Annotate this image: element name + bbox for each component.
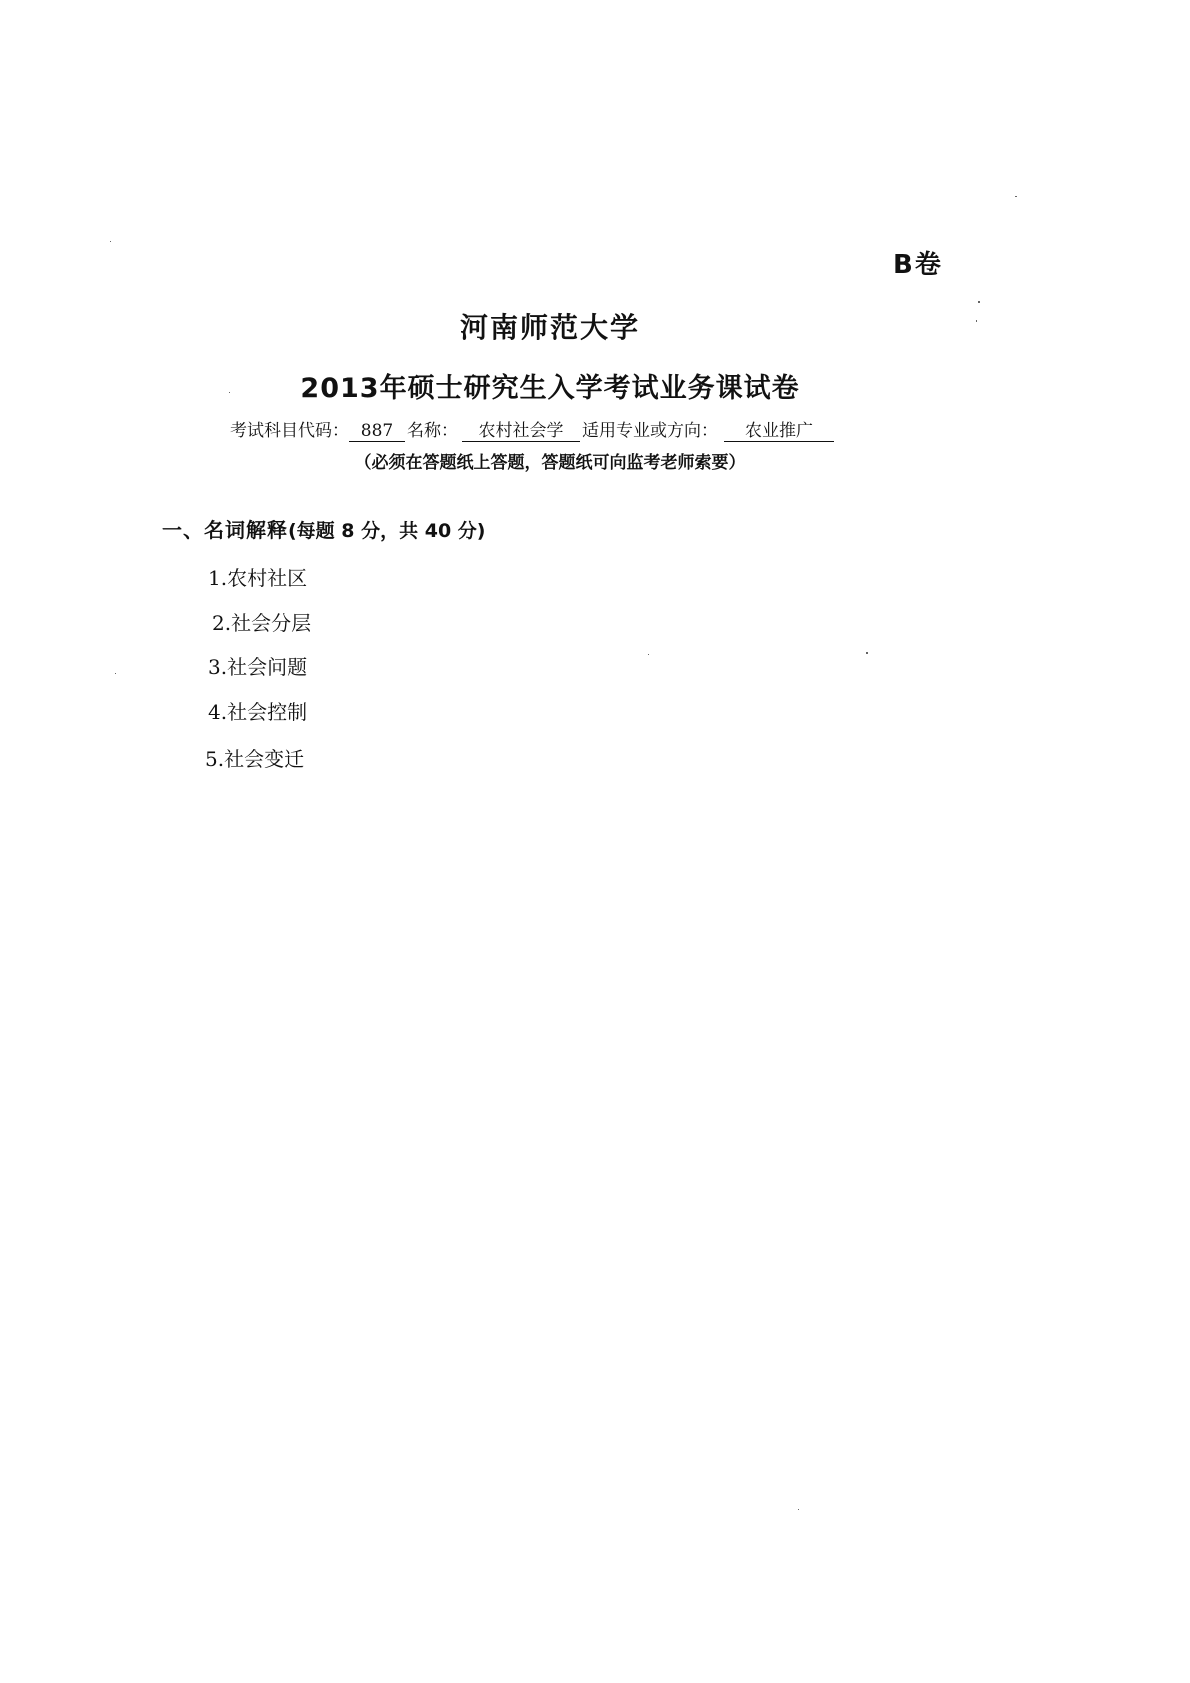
- scan-speck: [110, 241, 111, 242]
- question-item: 1.农村社区: [208, 566, 308, 590]
- scan-speck: [976, 320, 977, 322]
- section-heading: [162, 514, 486, 543]
- scan-speck: [978, 301, 980, 303]
- scan-speck: [798, 1509, 799, 1510]
- scan-speck: [648, 654, 649, 655]
- subject-code-label: 考试科目代码：: [230, 421, 349, 441]
- subject-code-value: 887: [349, 421, 405, 442]
- truncated-question-fragment: 5.社会变迁: [205, 747, 305, 771]
- question-item: 4.社会控制: [208, 700, 308, 724]
- exam-meta-line: [230, 416, 834, 442]
- university-name: 河南师范大学: [459, 311, 640, 344]
- direction-value: 农业推广: [724, 421, 834, 442]
- question-item: 3.社会问题: [208, 655, 308, 679]
- section-score-note: (每题 8 分，共 40 分): [288, 520, 486, 542]
- subject-name-value: 农村社会学: [462, 421, 580, 442]
- scan-speck: [115, 673, 116, 674]
- paper-version-label: B卷: [893, 250, 943, 280]
- scan-speck: [1015, 196, 1017, 197]
- scan-speck: [866, 652, 868, 654]
- question-item: 2.社会分层: [212, 611, 312, 635]
- exam-title: 2013年硕士研究生入学考试业务课试卷: [300, 373, 800, 404]
- scan-speck: [229, 392, 230, 393]
- answer-sheet-notice: （必须在答题纸上答题，答题纸可向监考老师索要）: [354, 453, 746, 473]
- section-title: 一、名词解释: [162, 518, 288, 542]
- direction-label: 适用专业或方向：: [582, 421, 718, 441]
- subject-name-label: 名称：: [407, 421, 458, 441]
